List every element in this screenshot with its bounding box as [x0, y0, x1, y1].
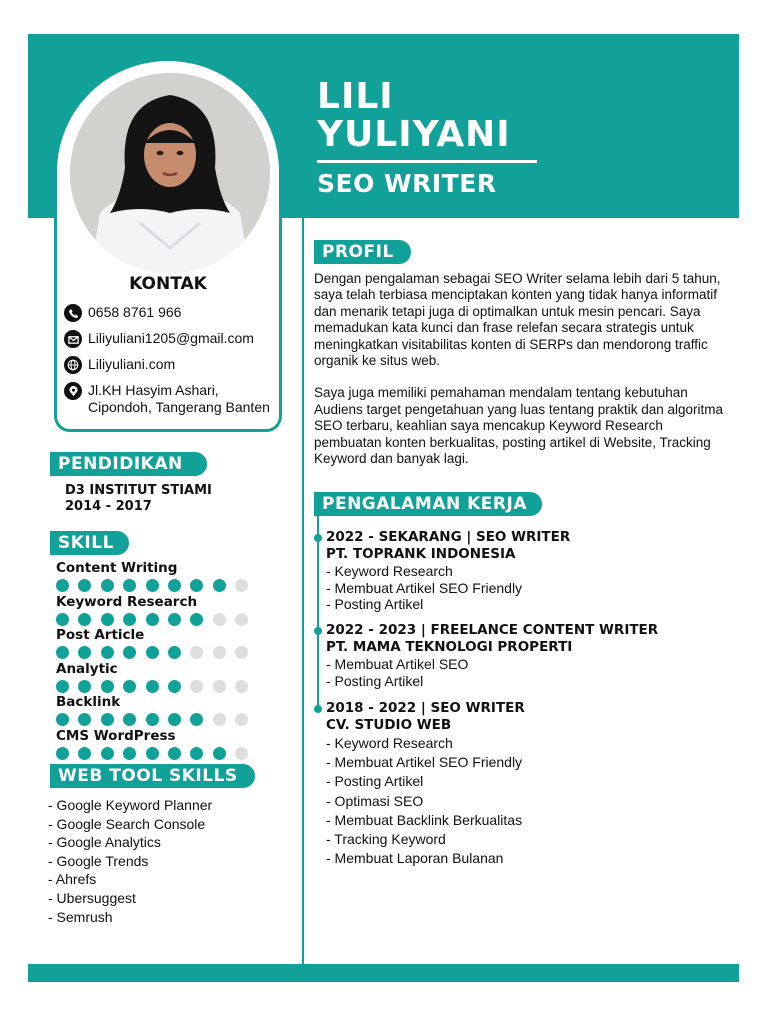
skill-dot-filled: [146, 680, 159, 693]
skill-item: [56, 560, 276, 594]
skill-dot-filled: [123, 747, 136, 760]
web-tools-heading: WEB TOOL SKILLS: [50, 764, 255, 788]
contact-website: [64, 356, 276, 374]
skill-dot-filled: [78, 713, 91, 726]
skill-dot-filled: [146, 613, 159, 626]
web-tool-item: - Ahrefs: [48, 871, 97, 888]
web-tool-item: - Google Search Console: [48, 815, 206, 832]
address: Jl.KH Hasyim Ashari, Cipondoh, Tangerang Banten: [88, 382, 270, 415]
location-icon: [64, 382, 82, 400]
email-icon: [64, 330, 82, 348]
skill-dot-empty: [213, 680, 226, 693]
profile-photo: [70, 73, 270, 273]
skill-dot-filled: [56, 680, 69, 693]
web-tool-item: - Semrush: [48, 908, 113, 925]
skill-dot-filled: [101, 646, 114, 659]
full-name: [317, 78, 511, 154]
web-tool-item: - Google Keyword Planner: [48, 797, 213, 813]
skill-dot-filled: [168, 713, 181, 726]
timeline-dot: [314, 705, 322, 713]
skill-name: Keyword Research: [56, 593, 198, 610]
skill-dot-filled: [146, 713, 159, 726]
job-tasks: [326, 734, 736, 868]
skill-name: Backlink: [56, 694, 121, 711]
skill-name: CMS WordPress: [56, 727, 176, 744]
job-task: - Optimasi SEO: [326, 792, 424, 809]
skill-dot-filled: [78, 747, 91, 760]
skill-dot-empty: [235, 579, 248, 592]
first-name: LILI: [317, 76, 394, 117]
job-task: - Membuat Artikel SEO: [326, 656, 469, 672]
profile-summary: [314, 271, 734, 467]
skill-heading: SKILL: [50, 531, 129, 555]
contact-phone: [64, 304, 276, 322]
skill-dot-empty: [190, 646, 203, 659]
skill-dot-filled: [213, 747, 226, 760]
job-tasks: [326, 563, 736, 613]
job-task: - Tracking Keyword: [326, 831, 446, 848]
skill-dot-filled: [56, 646, 69, 659]
timeline-line: [317, 516, 319, 711]
skill-dot-empty: [235, 747, 248, 760]
job-task: - Membuat Artikel SEO Friendly: [326, 579, 523, 596]
skill-dot-empty: [235, 713, 248, 726]
skill-dot-filled: [190, 713, 203, 726]
skill-item: [56, 661, 276, 695]
job-heading: 2022 - SEKARANG | SEO WRITER: [326, 529, 571, 545]
skill-dot-filled: [56, 747, 69, 760]
profile-paragraph-1: Dengan pengalaman sebagai SEO Writer selama lebih dari 5 tahun, saya telah terbiasa menciptakan konten yang tidak hanya informatif dan menarik tetapi juga di optimalkan untuk mesin pencari. Saya memadukan kata kunci dan frase relefan secara strategis untuk meningkatkan visitabilitas konten di SERPs dan mendorong traffic organik ke situs web.: [314, 271, 721, 369]
footer-band: [28, 964, 739, 982]
skill-name: Content Writing: [56, 560, 178, 576]
skill-list: [56, 560, 276, 762]
timeline-dot: [314, 534, 322, 542]
skill-dot-empty: [213, 646, 226, 659]
profile-paragraph-2: Saya juga memiliki pemahaman mendalam tentang kebutuhan Audiens target pengetahuan yang luas tentang praktik dan algoritma SEO terbaru, keahlian saya mencakup Keyword Research pembuatan konten berkualitas, posting artikel di Website, Tracking Keyword dan banyak lagi.: [314, 385, 724, 467]
skill-dot-filled: [190, 613, 203, 626]
skill-dot-filled: [190, 747, 203, 760]
job-task: - Membuat Laporan Bulanan: [326, 850, 504, 867]
job-task: - Keyword Research: [326, 735, 453, 751]
job-tasks: [326, 656, 736, 689]
web-tool-item: - Google Trends: [48, 852, 149, 869]
skill-dot-filled: [101, 613, 114, 626]
skill-level-dots: [56, 680, 276, 693]
contact-address: [64, 382, 276, 416]
contact-email: [64, 330, 276, 348]
skill-dot-filled: [213, 579, 226, 592]
skill-dot-filled: [168, 613, 181, 626]
skill-dot-filled: [101, 680, 114, 693]
skill-dot-filled: [56, 579, 69, 592]
name-underline: [317, 160, 537, 163]
job-task: - Membuat Artikel SEO Friendly: [326, 754, 523, 771]
skill-dot-filled: [168, 646, 181, 659]
skill-dot-empty: [213, 713, 226, 726]
skill-item: [56, 728, 276, 762]
skill-dot-filled: [78, 579, 91, 592]
skill-dot-empty: [235, 613, 248, 626]
column-divider: [302, 218, 304, 964]
skill-dot-filled: [123, 646, 136, 659]
job-task: - Posting Artikel: [326, 672, 424, 689]
skill-name: Post Article: [56, 627, 145, 644]
phone-icon: [64, 304, 82, 322]
skill-dot-filled: [101, 579, 114, 592]
skill-level-dots: [56, 646, 276, 659]
skill-level-dots: [56, 579, 276, 592]
skill-item: [56, 694, 276, 728]
contact-list: [64, 304, 276, 424]
education-heading: PENDIDIKAN: [50, 452, 207, 476]
skill-dot-filled: [190, 579, 203, 592]
job-entry: [326, 528, 736, 613]
phone-number: 0658 8761 966: [88, 304, 182, 320]
job-company: CV. STUDIO WEB: [326, 717, 452, 733]
job-task: - Posting Artikel: [326, 773, 424, 790]
skill-dot-filled: [78, 613, 91, 626]
timeline-dot: [314, 627, 322, 635]
web-tool-item: - Ubersuggest: [48, 889, 136, 906]
experience-heading: PENGALAMAN KERJA: [314, 492, 542, 516]
skill-dot-filled: [101, 713, 114, 726]
job-heading: 2018 - 2022 | SEO WRITER: [326, 700, 525, 716]
skill-dot-filled: [78, 680, 91, 693]
job-heading: 2022 - 2023 | FREELANCE CONTENT WRITER: [326, 622, 659, 638]
job-entry: [326, 699, 736, 868]
profile-heading: PROFIL: [314, 240, 411, 264]
last-name: YULIYANI: [317, 114, 511, 155]
skill-item: [56, 594, 276, 628]
school-years: 2014 - 2017: [65, 499, 152, 514]
skill-dot-empty: [235, 680, 248, 693]
skill-dot-filled: [146, 579, 159, 592]
email-address: Liliyuliani1205@gmail.com: [88, 330, 254, 346]
globe-icon: [64, 356, 82, 374]
skill-dot-filled: [168, 680, 181, 693]
education-entry: [65, 483, 212, 515]
skill-dot-empty: [190, 680, 203, 693]
job-company: PT. MAMA TEKNOLOGI PROPERTI: [326, 639, 573, 655]
job-company: PT. TOPRANK INDONESIA: [326, 546, 516, 562]
skill-dot-filled: [101, 747, 114, 760]
skill-dot-filled: [168, 747, 181, 760]
skill-dot-empty: [213, 613, 226, 626]
skill-dot-filled: [168, 579, 181, 592]
skill-name: Analytic: [56, 660, 118, 677]
skill-dot-filled: [123, 579, 136, 592]
job-task: - Membuat Backlink Berkualitas: [326, 811, 523, 828]
skill-dot-filled: [146, 646, 159, 659]
job-task: - Posting Artikel: [326, 596, 424, 613]
website-url: Liliyuliani.com: [88, 356, 176, 372]
school-name: D3 INSTITUT STIAMI: [65, 483, 212, 498]
job-entry: [326, 621, 736, 689]
skill-dot-filled: [123, 613, 136, 626]
skill-dot-filled: [123, 713, 136, 726]
skill-dot-filled: [146, 747, 159, 760]
skill-dot-filled: [56, 713, 69, 726]
skill-level-dots: [56, 713, 276, 726]
skill-level-dots: [56, 747, 276, 760]
resume-page: [28, 34, 739, 982]
job-title: SEO WRITER: [317, 169, 497, 198]
contact-title: KONTAK: [129, 274, 207, 294]
skill-dot-filled: [78, 646, 91, 659]
skill-dot-empty: [235, 646, 248, 659]
web-tool-item: - Google Analytics: [48, 834, 161, 851]
web-tools-list: [48, 796, 212, 926]
skill-item: [56, 627, 276, 661]
job-task: - Keyword Research: [326, 563, 453, 579]
skill-level-dots: [56, 613, 276, 626]
skill-dot-filled: [56, 613, 69, 626]
skill-dot-filled: [123, 680, 136, 693]
